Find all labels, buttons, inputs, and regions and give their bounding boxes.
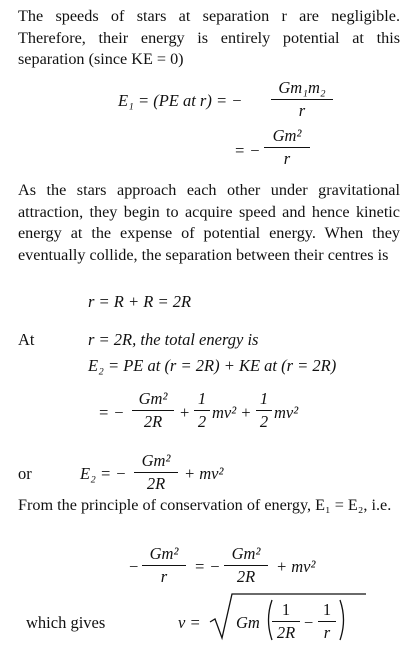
eq-cons-rhs: + mv²: [276, 557, 316, 576]
eq-expand-equals: = −: [98, 403, 125, 422]
eq-final-lhs: v =: [178, 613, 201, 632]
numerator: Gm²: [231, 544, 261, 563]
eq-final-gm: Gm: [236, 613, 260, 632]
eq-cons-fraction-1: [142, 544, 186, 587]
eq-e2-definition: E₂ = PE at (r = 2R) + KE at (r = 2R): [88, 356, 337, 375]
eq-final-fraction-2: [318, 600, 336, 643]
eq1-frac2-denominator: r: [283, 149, 291, 168]
at-label: At: [18, 330, 35, 349]
paragraph-speeds: The speeds of stars at separation r are negligible. Therefore, their energy is entirely potential at this separation (since KE = 0): [18, 7, 400, 68]
eq-expand-mv-term: mv² +: [212, 403, 252, 422]
eq-final-fraction-1: [272, 600, 300, 643]
eq-or-lhs: E₂ = −: [80, 464, 127, 483]
or-label: or: [18, 464, 32, 483]
eq-cons-minus: −: [128, 557, 140, 576]
eq1-fraction-1: [271, 78, 333, 121]
numerator: 1: [322, 600, 332, 619]
plus-sign: +: [180, 403, 190, 422]
eq-cons-equals: = −: [194, 557, 221, 576]
denominator: 2R: [146, 474, 166, 493]
numerator: Gm²: [138, 389, 168, 408]
eq-cons-fraction-2: [224, 544, 268, 587]
numerator: 1: [281, 600, 291, 619]
denominator: 2R: [276, 623, 296, 642]
eq1-lhs: E₁ = (PE at r) = −: [118, 91, 243, 110]
eq1-frac2-numerator: Gm²: [272, 126, 302, 145]
eq-expand-mv-term-2: mv²: [274, 403, 299, 422]
numerator: 1: [259, 389, 269, 408]
paragraph-approach: As the stars approach each other under gravitational attraction, they begin to acquire speed and hence kinetic energy at the expense of potential energy. When they eventually collide, the separation between their centres is: [18, 181, 400, 264]
denominator: 2: [197, 412, 207, 431]
numerator: Gm²: [141, 451, 171, 470]
eq1-frac1-numerator: Gm₁m₂: [278, 78, 326, 97]
right-paren-icon: [338, 598, 348, 642]
at-condition: r = 2R, the total energy is: [88, 330, 259, 349]
eq-or-rhs: + mv²: [184, 464, 224, 483]
eq1-frac1-denominator: r: [298, 101, 306, 120]
eq-expand-fraction-2: [194, 389, 210, 432]
numerator: Gm²: [149, 544, 179, 563]
eq-separation: r = R + R = 2R: [88, 292, 192, 311]
denominator: 2: [259, 412, 269, 431]
eq1-fraction-2: [264, 126, 310, 169]
eq-final-minus: −: [304, 613, 314, 632]
denominator: r: [160, 567, 168, 586]
which-gives-label: which gives: [26, 613, 106, 632]
denominator: 2R: [236, 567, 256, 586]
numerator: 1: [197, 389, 207, 408]
denominator: 2R: [143, 412, 163, 431]
paragraph-conservation: From the principle of conservation of energy, E₁ = E₂, i.e.: [18, 496, 392, 514]
eq1-equals-minus: = −: [234, 141, 261, 160]
eq-expand-fraction-3: [256, 389, 272, 432]
eq-or-fraction: [134, 451, 178, 494]
eq-expand-fraction-1: [132, 389, 174, 432]
denominator: r: [323, 623, 331, 642]
